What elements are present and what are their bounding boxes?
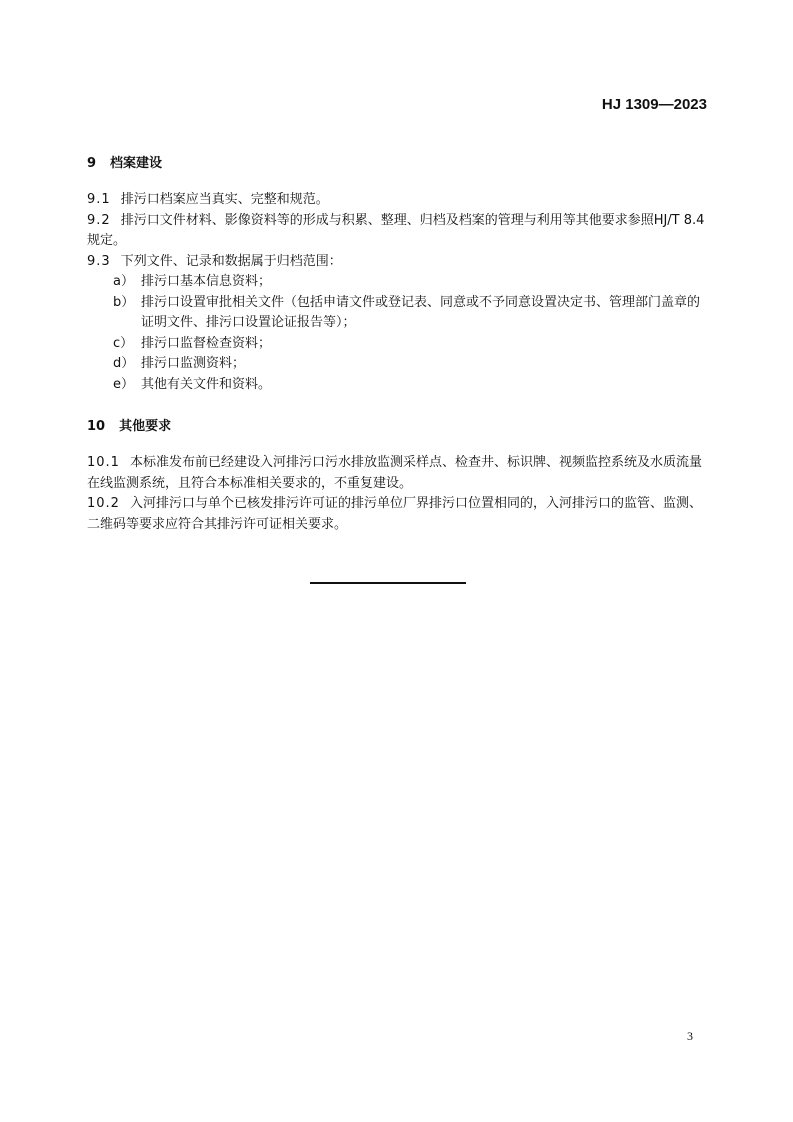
section-heading-10 xyxy=(87,417,707,437)
clause-text: 排污口文件材料、影像资料等的形成与积累、整理、归档及档案的管理与利用等其他要求参照HJ/T 8.4 规定。 xyxy=(87,212,705,248)
list-item-d xyxy=(87,354,707,375)
list-item-b xyxy=(87,293,707,334)
clause-9-1 xyxy=(87,190,707,211)
list-item-text: 排污口基本信息资料； xyxy=(141,274,272,289)
clause-text: 本标准发布前已经建设入河排污口污水排放监测采样点、检查井、标识牌、视频监控系统及水质流量在线监测系统，且符合本标准相关要求的，不重复建设。 xyxy=(87,455,702,491)
end-rule xyxy=(310,582,466,584)
list-marker: d） xyxy=(113,356,135,371)
clause-number: 9.1 xyxy=(87,192,111,207)
list-marker: a） xyxy=(113,274,134,289)
standard-code: HJ 1309—2023 xyxy=(601,96,707,113)
section-number: 9 xyxy=(87,156,97,171)
section-title: 其他要求 xyxy=(119,419,172,434)
clause-text: 排污口档案应当真实、完整和规范。 xyxy=(120,192,329,207)
clause-text: 下列文件、记录和数据属于归档范围： xyxy=(120,253,342,269)
section-title: 档案建设 xyxy=(110,156,163,171)
clause-10-1 xyxy=(87,453,707,494)
list-item-text: 排污口监测资料； xyxy=(141,356,246,371)
list-item-c xyxy=(87,334,707,355)
list-item-text: 排污口监督检查资料； xyxy=(141,335,272,351)
clause-number: 10.1 xyxy=(87,455,120,470)
list-marker: c） xyxy=(113,335,134,351)
list-marker: e） xyxy=(113,376,134,392)
clause-number: 9.2 xyxy=(87,212,111,228)
list-item-text: 其他有关文件和资料。 xyxy=(141,376,272,392)
section-heading-9 xyxy=(87,154,707,174)
list-marker: b） xyxy=(113,294,135,310)
document-body xyxy=(87,154,707,535)
clause-10-2 xyxy=(87,494,707,535)
clause-text: 入河排污口与单个已核发排污许可证的排污单位厂界排污口位置相同的，入河排污口的监管、监测、二维码等要求应符合其排污许可证相关要求。 xyxy=(87,496,702,532)
list-item-e xyxy=(87,375,707,396)
page-number: 3 xyxy=(687,1029,693,1043)
list-item-text: 排污口设置审批相关文件（包括申请文件或登记表、同意或不予同意设置决定书、管理部门盖章的证明文件、排污口设置论证报告等）； xyxy=(141,294,701,330)
section-number: 10 xyxy=(87,419,106,434)
clause-number: 9.3 xyxy=(87,253,111,269)
clause-number: 10.2 xyxy=(87,496,120,511)
list-item-a xyxy=(87,272,707,293)
clause-9-2 xyxy=(87,211,707,252)
clause-9-3 xyxy=(87,252,707,273)
